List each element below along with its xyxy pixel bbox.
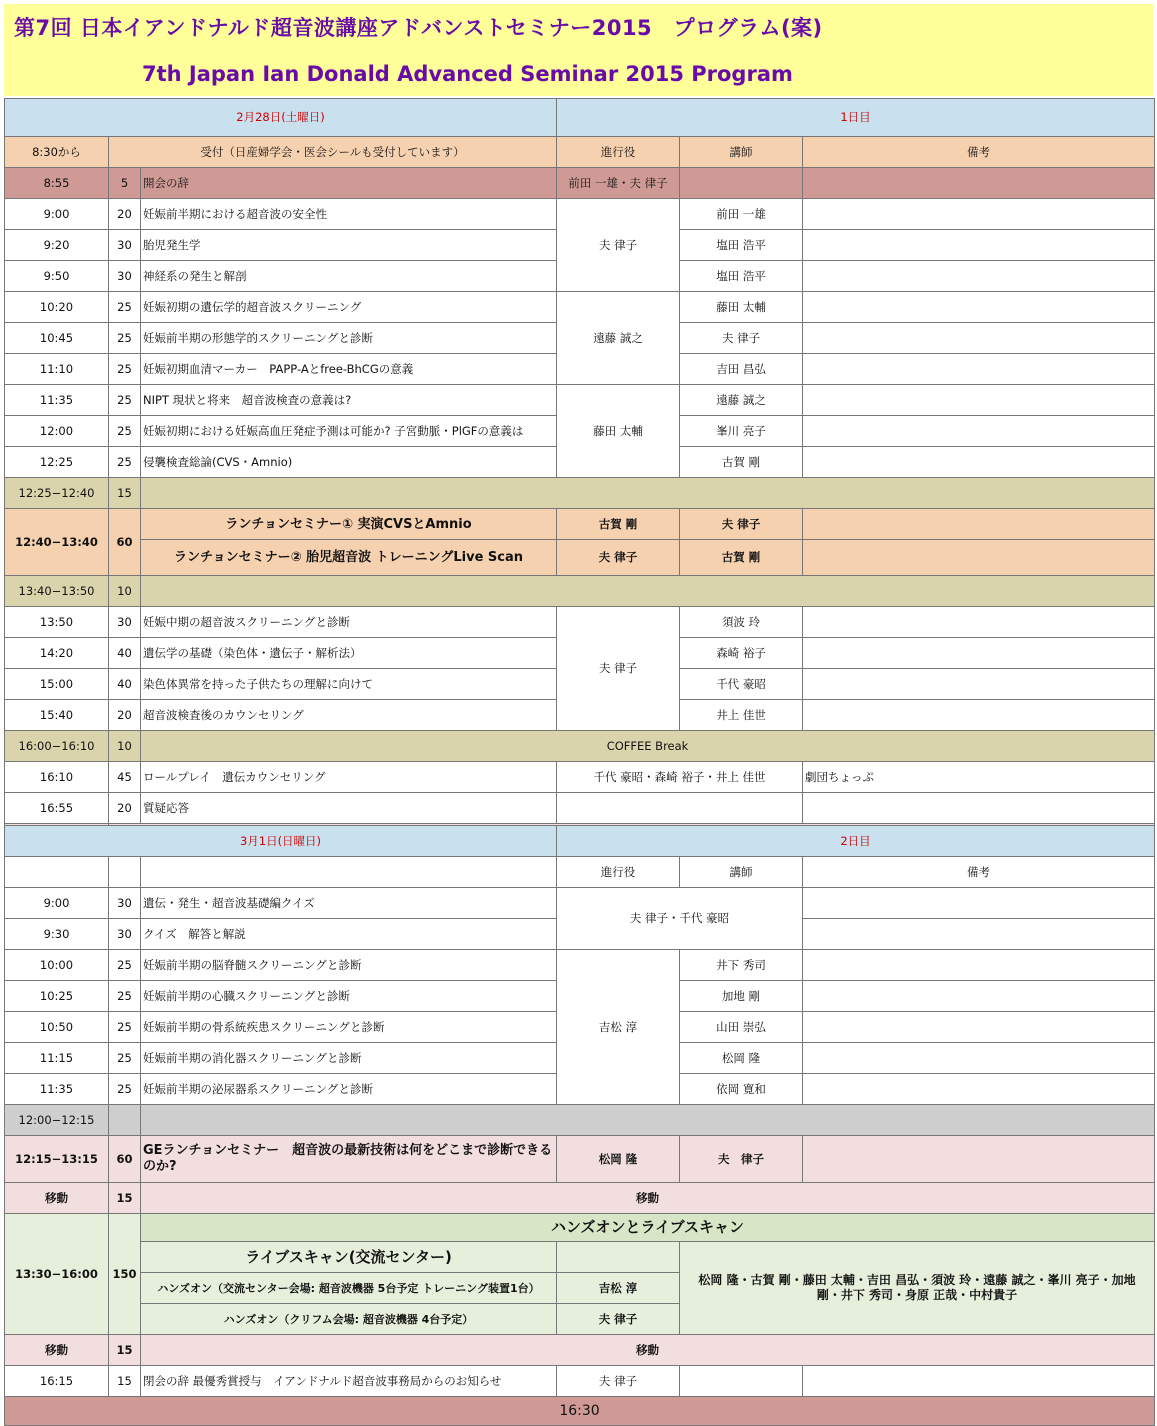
session-time: 10:25: [5, 981, 109, 1012]
session-title: NIPT 現状と将来 超音波検査の意義は?: [141, 385, 557, 416]
session-lecturer: 夫 律子: [680, 509, 803, 540]
session-chair: 夫 律子: [557, 199, 680, 292]
session-duration: 40: [109, 638, 141, 669]
table-row: [5, 540, 1155, 576]
day2-label: 2日目: [557, 826, 1155, 857]
break-time: 16:00−16:10: [5, 731, 109, 762]
session-title: 妊娠初期における妊娠高血圧発症予測は可能か? 子宮動脈・PlGFの意義は: [141, 416, 557, 447]
session-duration: 30: [109, 919, 141, 950]
session-note: 劇団ちょっぷ: [803, 762, 1155, 793]
session-duration: 20: [109, 199, 141, 230]
break-time: 12:25−12:40: [5, 478, 109, 509]
session-chair: 遠藤 誠之: [557, 292, 680, 385]
table-row: [5, 1242, 1155, 1273]
col-chair: 進行役: [557, 857, 680, 888]
break-duration: 15: [109, 478, 141, 509]
lunch-seminar-2: ランチョンセミナー② 胎児超音波 トレーニングLive Scan: [141, 540, 557, 576]
session-lecturer: 井下 秀司: [680, 950, 803, 981]
session-lecturer: 塩田 浩平: [680, 230, 803, 261]
table-row: [5, 509, 1155, 540]
table-row: [5, 762, 1155, 793]
title-japanese: 第7回 日本イアンドナルド超音波講座アドバンストセミナー2015 プログラム(案): [14, 16, 823, 40]
table-row: [5, 1183, 1155, 1214]
col-chair: 進行役: [557, 137, 680, 168]
handson-header: ハンズオンとライブスキャン: [141, 1214, 1155, 1242]
session-chair: 吉松 淳: [557, 950, 680, 1105]
session-time: 11:35: [5, 385, 109, 416]
handson-1-title: ハンズオン（交流センター会場: 超音波機器 5台予定 トレーニング装置1台）: [141, 1273, 557, 1304]
session-lecturer: 塩田 浩平: [680, 261, 803, 292]
session-lecturer: 依岡 寛和: [680, 1074, 803, 1105]
session-title: 妊娠初期血清マーカー PAPP-Aとfree-BhCGの意義: [141, 354, 557, 385]
title-english: 7th Japan Ian Donald Advanced Seminar 2015 Program: [142, 62, 793, 86]
handson-duration: 150: [109, 1214, 141, 1335]
table-row: [5, 793, 1155, 824]
session-chair: 松岡 隆: [557, 1136, 680, 1183]
session-lecturer: 松岡 隆: [680, 1043, 803, 1074]
session-chair: 夫 律子・千代 豪昭: [557, 888, 803, 950]
table-row: [5, 950, 1155, 981]
day2-schedule-table: [4, 825, 1155, 1426]
day1-date: 2月28日(土曜日): [5, 99, 557, 137]
session-title: 胎児発生学: [141, 230, 557, 261]
handson-2-title: ハンズオン（クリフム会場: 超音波機器 4台予定）: [141, 1304, 557, 1335]
day2-end-time: 16:30: [5, 1397, 1155, 1426]
table-row: [5, 168, 1155, 199]
session-title: 神経系の発生と解剖: [141, 261, 557, 292]
col-lecturer: 講師: [680, 857, 803, 888]
session-duration: 25: [109, 1012, 141, 1043]
move-duration: 15: [109, 1183, 141, 1214]
session-lecturer: 吉田 昌弘: [680, 354, 803, 385]
session-time: 12:25: [5, 447, 109, 478]
session-duration: 25: [109, 447, 141, 478]
col-notes: 備考: [803, 857, 1155, 888]
session-time: 14:20: [5, 638, 109, 669]
session-time: 9:50: [5, 261, 109, 292]
session-time: 9:20: [5, 230, 109, 261]
session-chair: 藤田 太輔: [557, 385, 680, 478]
table-row: [5, 1397, 1155, 1426]
lunch-time: 12:40−13:40: [5, 509, 109, 576]
handson-time: 13:30−16:00: [5, 1214, 109, 1335]
session-title: 妊娠前半期の心臓スクリーニングと診断: [141, 981, 557, 1012]
session-duration: 20: [109, 793, 141, 824]
session-time: 15:40: [5, 700, 109, 731]
session-title: ロールプレイ 遺伝カウンセリング: [141, 762, 557, 793]
ge-seminar-duration: 60: [109, 1136, 141, 1183]
session-lecturer: 夫 律子: [680, 1136, 803, 1183]
session-lecturer: 遠藤 誠之: [680, 385, 803, 416]
move-label: 移動: [5, 1335, 109, 1366]
session-title: 遺伝学の基礎（染色体・遺伝子・解析法）: [141, 638, 557, 669]
session-time: 10:20: [5, 292, 109, 323]
session-title: 妊娠前半期における超音波の安全性: [141, 199, 557, 230]
session-duration: 25: [109, 323, 141, 354]
session-duration: 25: [109, 416, 141, 447]
session-title: 遺伝・発生・超音波基礎編クイズ: [141, 888, 557, 919]
session-time: 15:00: [5, 669, 109, 700]
session-time: 8:55: [5, 168, 109, 199]
reception-time: 8:30から: [5, 137, 109, 168]
session-title: 開会の辞: [141, 168, 557, 199]
session-duration: 45: [109, 762, 141, 793]
session-title: 染色体異常を持った子供たちの理解に向けて: [141, 669, 557, 700]
ge-seminar-time: 12:15−13:15: [5, 1136, 109, 1183]
session-duration: 25: [109, 1043, 141, 1074]
session-lecturer: 藤田 太輔: [680, 292, 803, 323]
table-row: [5, 199, 1155, 230]
session-lecturer: 前田 一雄: [680, 199, 803, 230]
lunch-duration: 60: [109, 509, 141, 576]
session-time: 11:15: [5, 1043, 109, 1074]
session-chair: 前田 一雄・夫 律子: [557, 168, 680, 199]
session-lecturer: 森崎 裕子: [680, 638, 803, 669]
day1-label: 1日目: [557, 99, 1155, 137]
session-chair: 夫 律子: [557, 540, 680, 576]
reception-note: 受付（日産婦学会・医会シールも受付しています）: [109, 137, 557, 168]
table-row: [5, 292, 1155, 323]
lunch-seminar-1: ランチョンセミナー① 実演CVSとAmnio: [141, 509, 557, 540]
table-row: [5, 1335, 1155, 1366]
table-row: [5, 1214, 1155, 1242]
session-time: 13:50: [5, 607, 109, 638]
session-time: 16:10: [5, 762, 109, 793]
session-time: 10:50: [5, 1012, 109, 1043]
session-title: 妊娠前半期の形態学的スクリーニングと診断: [141, 323, 557, 354]
live-scan-title: ライブスキャン(交流センター): [141, 1242, 557, 1273]
session-chair: 夫 律子: [557, 1304, 680, 1335]
session-time: 9:00: [5, 199, 109, 230]
session-lecturer: 千代 豪昭・森崎 裕子・井上 佳世: [557, 762, 803, 793]
session-title: 妊娠初期の遺伝学的超音波スクリーニング: [141, 292, 557, 323]
session-title: 妊娠前半期の泌尿器系スクリーニングと診断: [141, 1074, 557, 1105]
coffee-break-label: COFFEE Break: [141, 731, 1155, 762]
session-duration: 5: [109, 168, 141, 199]
table-row: [5, 385, 1155, 416]
session-lecturer: 須波 玲: [680, 607, 803, 638]
session-duration: 30: [109, 261, 141, 292]
table-row: [5, 1105, 1155, 1136]
table-row: [5, 1366, 1155, 1397]
col-notes: 備考: [803, 137, 1155, 168]
move-title: 移動: [141, 1335, 1155, 1366]
session-duration: 25: [109, 292, 141, 323]
break-duration: 10: [109, 731, 141, 762]
day2-date: 3月1日(日曜日): [5, 826, 557, 857]
session-chair: 古賀 剛: [557, 509, 680, 540]
session-lecturer: 井上 佳世: [680, 700, 803, 731]
session-duration: 20: [109, 700, 141, 731]
session-time: 10:00: [5, 950, 109, 981]
session-duration: 25: [109, 354, 141, 385]
session-time: 12:00: [5, 416, 109, 447]
session-title: クイズ 解答と解説: [141, 919, 557, 950]
session-duration: 15: [109, 1366, 141, 1397]
session-title: 妊娠前半期の消化器スクリーニングと診断: [141, 1043, 557, 1074]
session-lecturer: 千代 豪昭: [680, 669, 803, 700]
session-duration: 30: [109, 230, 141, 261]
break-duration: 10: [109, 576, 141, 607]
session-duration: 25: [109, 1074, 141, 1105]
col-lecturer: 講師: [680, 137, 803, 168]
table-row: [5, 731, 1155, 762]
session-lecturer: 夫 律子: [680, 323, 803, 354]
move-duration: 15: [109, 1335, 141, 1366]
table-row: [5, 478, 1155, 509]
table-row: [5, 607, 1155, 638]
handson-lecturers: 松岡 隆・古賀 剛・藤田 太輔・吉田 昌弘・須波 玲・遠藤 誠之・峯川 亮子・加地 剛・井下 秀司・身原 正哉・中村貴子: [680, 1242, 1155, 1335]
move-title: 移動: [141, 1183, 1155, 1214]
session-time: 9:30: [5, 919, 109, 950]
table-row: [5, 888, 1155, 919]
session-chair: 夫 律子: [557, 1366, 680, 1397]
session-time: 11:35: [5, 1074, 109, 1105]
session-duration: 30: [109, 607, 141, 638]
session-chair: 夫 律子: [557, 607, 680, 731]
session-duration: 25: [109, 385, 141, 416]
day1-schedule-table: [4, 98, 1155, 855]
session-time: 16:15: [5, 1366, 109, 1397]
session-time: 9:00: [5, 888, 109, 919]
ge-seminar-title: GEランチョンセミナー 超音波の最新技術は何をどこまで診断できるのか?: [141, 1136, 557, 1183]
header-banner: [4, 4, 1153, 96]
session-duration: 25: [109, 950, 141, 981]
break-time: 13:40−13:50: [5, 576, 109, 607]
session-duration: 25: [109, 981, 141, 1012]
session-time: 10:45: [5, 323, 109, 354]
session-lecturer: 古賀 剛: [680, 540, 803, 576]
session-time: 16:55: [5, 793, 109, 824]
session-duration: 30: [109, 888, 141, 919]
session-time: 11:10: [5, 354, 109, 385]
session-title: 妊娠前半期の骨系統疾患スクリーニングと診断: [141, 1012, 557, 1043]
session-lecturer: 峯川 亮子: [680, 416, 803, 447]
session-title: 超音波検査後のカウンセリング: [141, 700, 557, 731]
session-title: 質疑応答: [141, 793, 557, 824]
session-lecturer: 加地 剛: [680, 981, 803, 1012]
move-label: 移動: [5, 1183, 109, 1214]
session-title: 閉会の辞 最優秀賞授与 イアンドナルド超音波事務局からのお知らせ: [141, 1366, 557, 1397]
session-title: 侵襲検査総論(CVS・Amnio): [141, 447, 557, 478]
session-lecturer: 古賀 剛: [680, 447, 803, 478]
table-row: [5, 1136, 1155, 1183]
session-chair: 吉松 淳: [557, 1273, 680, 1304]
session-duration: 40: [109, 669, 141, 700]
session-title: 妊娠前半期の脳脊髄スクリーニングと診断: [141, 950, 557, 981]
break-time: 12:00−12:15: [5, 1105, 109, 1136]
session-lecturer: 山田 崇弘: [680, 1012, 803, 1043]
table-row: [5, 576, 1155, 607]
session-title: 妊娠中期の超音波スクリーニングと診断: [141, 607, 557, 638]
